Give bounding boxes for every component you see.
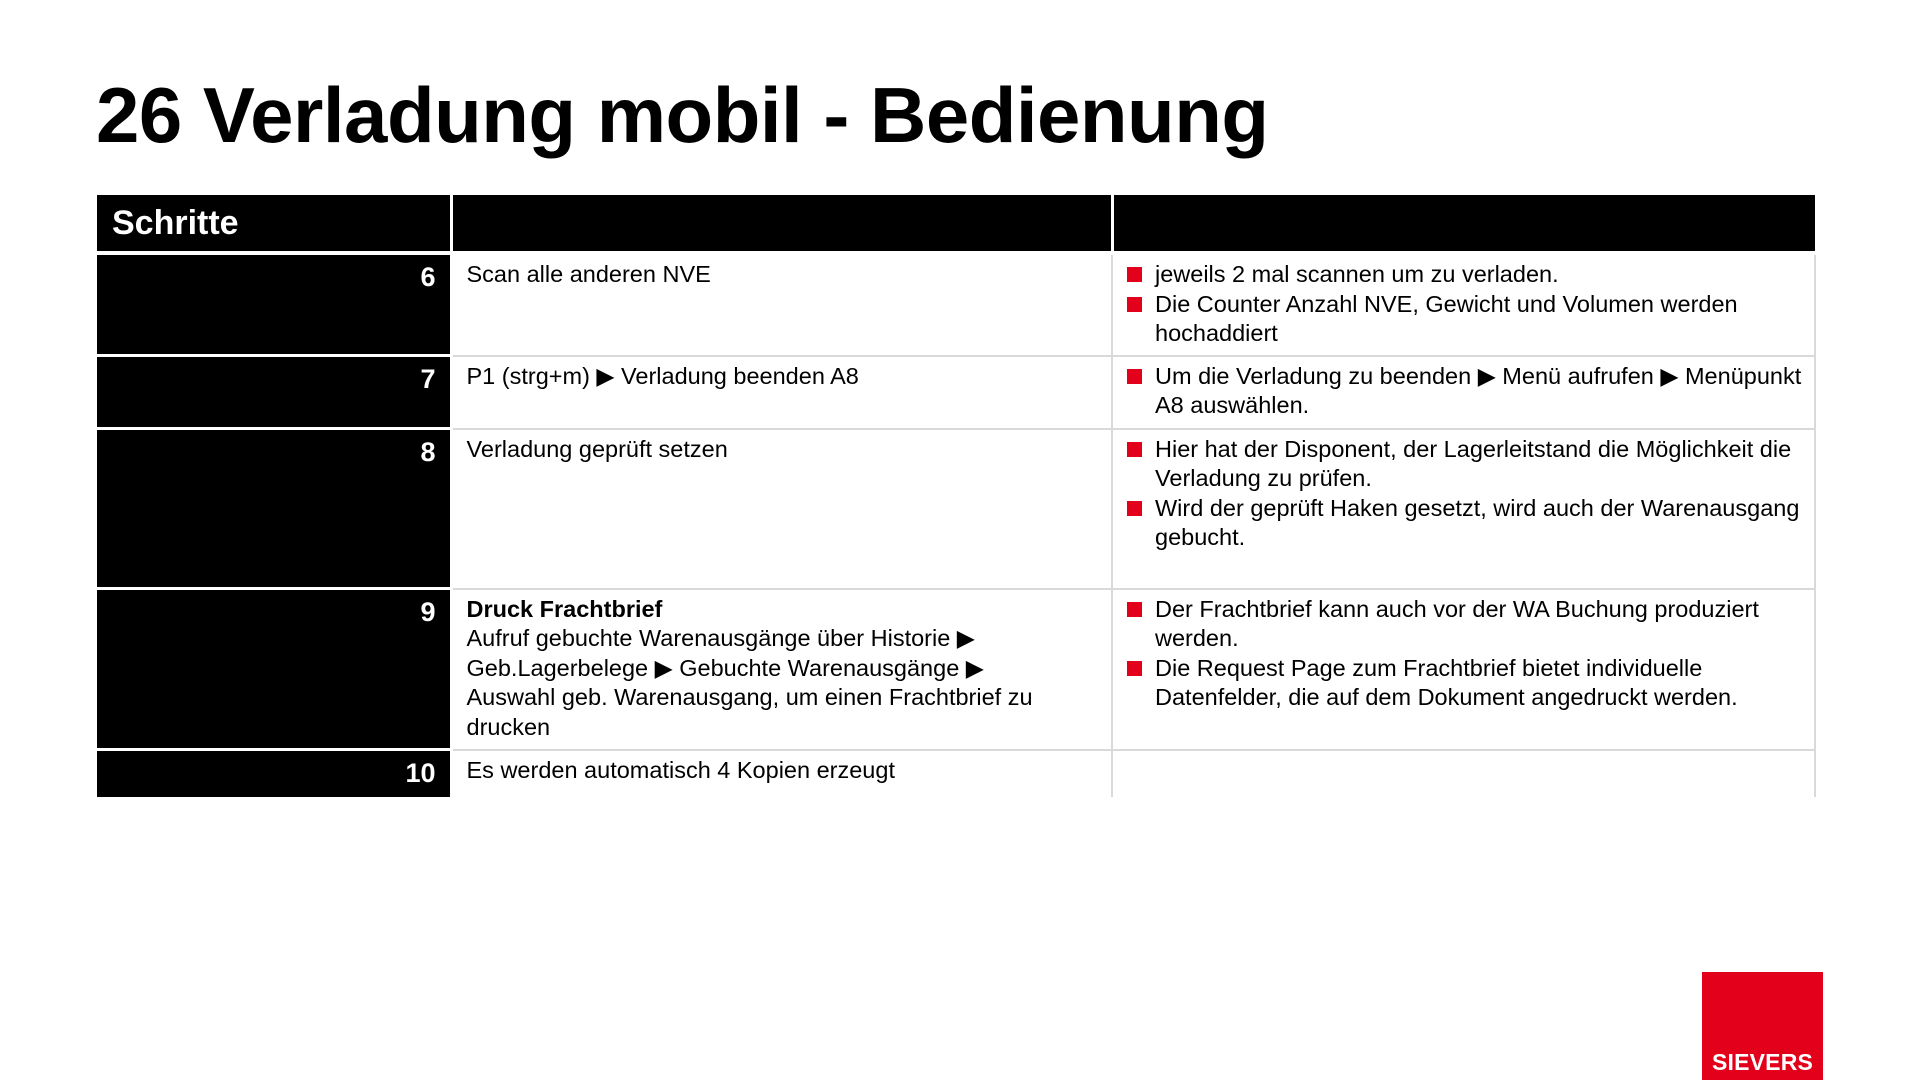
table-row xyxy=(97,589,1815,750)
step-line: Scan alle anderen NVE xyxy=(466,261,711,287)
logo-text: SIEVERS xyxy=(1711,1049,1814,1075)
notes-list xyxy=(1127,362,1802,421)
step-line: Auswahl geb. Warenausgang, um einen Frachtbrief zu xyxy=(466,684,1033,710)
table-row xyxy=(97,750,1815,797)
notes-list xyxy=(1127,435,1802,553)
note-item: Die Counter Anzahl NVE, Gewicht und Volumen werden hochaddiert xyxy=(1127,290,1802,349)
note-item: Der Frachtbrief kann auch vor der WA Buchung produziert werden. xyxy=(1127,595,1802,654)
step-description xyxy=(451,429,1112,589)
table-row xyxy=(97,429,1815,589)
steps-table xyxy=(97,195,1816,797)
table-row xyxy=(97,356,1815,429)
step-number: 6 xyxy=(97,253,451,356)
notes-list xyxy=(1127,260,1802,349)
header-description xyxy=(451,195,1112,253)
step-number: 8 xyxy=(97,429,451,589)
note-item: jeweils 2 mal scannen um zu verladen. xyxy=(1127,260,1802,290)
step-line: Aufruf gebuchte Warenausgänge über Historie ▶ xyxy=(466,625,975,651)
step-number: 7 xyxy=(97,356,451,429)
step-notes xyxy=(1112,356,1815,429)
step-notes xyxy=(1112,750,1815,797)
slide-title: 26 Verladung mobil - Bedienung xyxy=(96,71,1269,159)
note-item: Um die Verladung zu beenden ▶ Menü aufrufen ▶ Menüpunkt A8 auswählen. xyxy=(1127,362,1802,421)
table-row xyxy=(97,253,1815,356)
step-description xyxy=(451,356,1112,429)
table-header-row xyxy=(97,195,1815,253)
header-steps: Schritte xyxy=(97,195,451,253)
step-description xyxy=(451,750,1112,797)
step-line: Es werden automatisch 4 Kopien erzeugt xyxy=(466,756,895,783)
step-line: P1 (strg+m) ▶ Verladung beenden A8 xyxy=(466,362,859,389)
note-item: Wird der geprüft Haken gesetzt, wird auch der Warenausgang gebucht. xyxy=(1127,494,1802,553)
note-item: Die Request Page zum Frachtbrief bietet individuelle Datenfelder, die auf dem Dokument angedruckt werden. xyxy=(1127,654,1802,713)
notes-list xyxy=(1127,595,1802,713)
sievers-logo xyxy=(1702,972,1823,1080)
step-notes xyxy=(1112,589,1815,750)
step-number: 9 xyxy=(97,589,451,750)
note-item: Hier hat der Disponent, der Lagerleitstand die Möglichkeit die Verladung zu prüfen. xyxy=(1127,435,1802,494)
step-description xyxy=(451,589,1112,750)
step-number: 10 xyxy=(97,750,451,797)
step-description xyxy=(451,253,1112,356)
step-line: drucken xyxy=(466,713,551,740)
step-title: Druck Frachtbrief xyxy=(466,595,663,622)
step-notes xyxy=(1112,253,1815,356)
step-line: Verladung geprüft setzen xyxy=(466,435,728,462)
step-notes xyxy=(1112,429,1815,589)
step-line: Geb.Lagerbelege ▶ Gebuchte Warenausgänge ▶ xyxy=(466,654,984,681)
header-notes xyxy=(1112,195,1815,253)
